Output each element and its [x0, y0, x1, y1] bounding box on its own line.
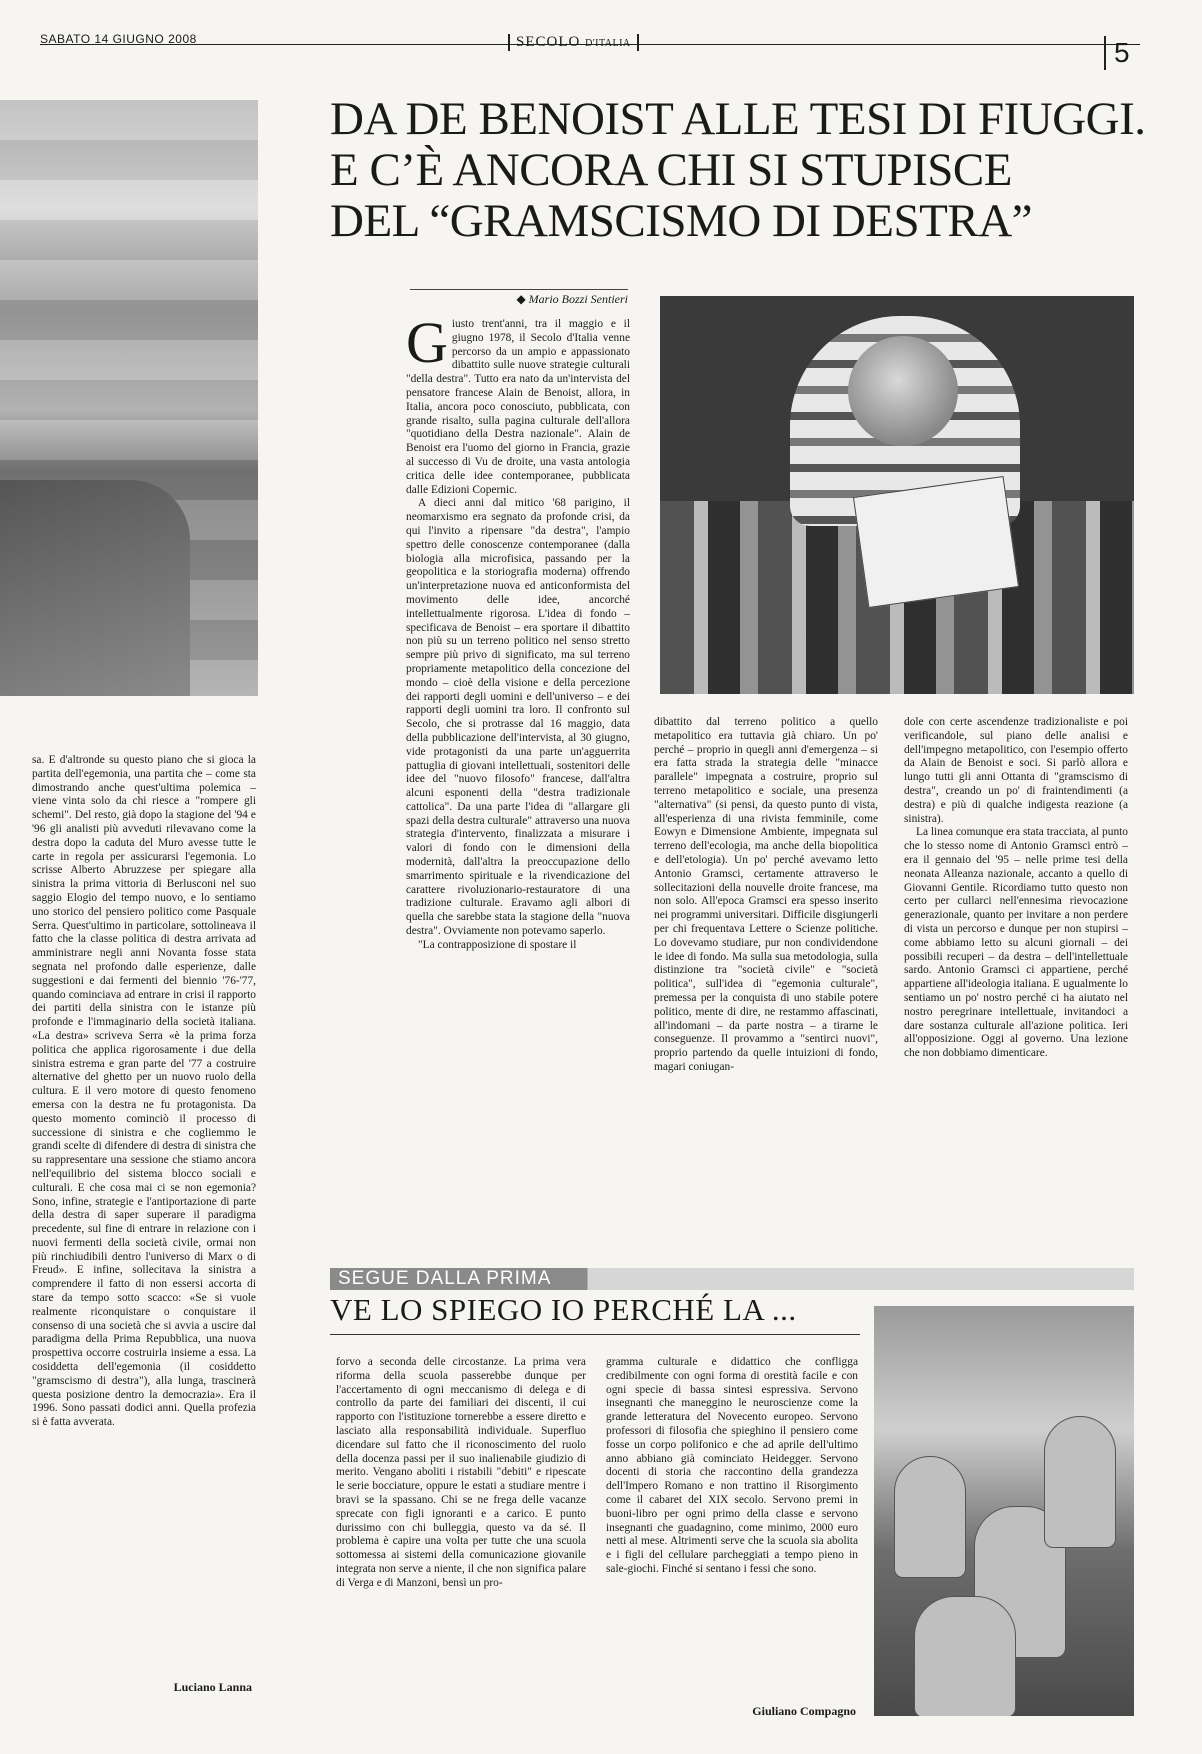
article-paragraph: dibattito dal terreno politico a quello metapolitico era tuttavia già chiaro. Un po' perché – proprio in quegli anni d'emergenza – si era fatta strada la strategia delle "minacce parallele" impegnata a costruire, proprio sul terreno metapolitico e sociale, una presenza "alternativa" (si pensi, da questo punto di vista, all'esperienza di una rivista femminile, come Eowyn e Dimensione Ambiente, impegnata sul terreno dell'ecologia, ma anche della biopolitica e dell'etologia). Un po' perché avevamo letto Antonio Gramsci, certamente attraverso le sollecitazioni della nouvelle droite francese, ma non solo. All'epoca Gramsci era spesso inserito nei programmi universitari. Difficile disgiungerli per chi frequentava Lettere o Scienze politiche. Lo dovevamo studiare, pur non condividendone le idee di fondo. Ma sulla sua metodologia, sulla distinzione tra "società civile" e "società politica", sull'idea di "egemonia culturale", premessa per la conquista di uno stabile potere politico, mente di dire, ne restammo affascinati, all'indomani – da parte nostra – a tirarne le conseguenze. Il provammo a "sentirci nuovi", proprio partendo da quelle intuizioni di fondo, magari coniugan- [654, 716, 878, 1073]
article-byline: ◆ Mario Bozzi Sentieri [410, 289, 628, 307]
article-paragraph: iusto trent'anni, tra il maggio e il giugno 1978, il Secolo d'Italia venne percorso da un ampio e appassionato dibattito sulle nuove strategie culturali "della destra". Tutto era nato da un'intervista del pensatore francese Alain de Benoist, allora, in Italia, ancora poco conosciuto, pubblicata, con grande risalto, sulla pagina culturale dell'allora "quotidiano della Destra nazionale". Alain de Benoist era l'uomo del giorno in Francia, grazie al successo di Vu de droite, una vasta antologia critica delle idee contemporanee, pubblicata dalle Edizioni Copernic. [406, 318, 630, 496]
article-column-1 [406, 318, 630, 1224]
article-paragraph: La linea comunque era stata tracciata, al punto che lo stesso nome di Antonio Gramsci entrò – era il gennaio del '95 – nelle prime tesi della neonata Alleanza nazionale, accanto a quello di Giovanni Gentile. Ricordiamo tutto questo non certo per cullarci nell'ennesima rievocazione generazionale, quanto per invitare a non perdere di vista un percorso e dunque per non stupirsi – come abbiamo letto su alcuni giornali – dei possibili recuperi – da destra – dell'intellettuale sardo. Antonio Gramsci ci appartiene, perché appartiene all'ideologia italiana. E ugualmente lo sentiamo un po' nostro perché ci ha aiutato nel nostro peregrinare intellettuale, invitandoci a dare sostanza culturale all'azione politica. Ieri all'opposizione. Oggi al governo. Una lezione che non dobbiamo dimenticare. [904, 826, 1128, 1060]
newspaper-name [508, 34, 639, 51]
left-photo [0, 100, 258, 696]
article-paragraph: dole con certe ascendenze tradizionaliste e poi verificandole, sul piano delle analisi e dell'impegno metapolitico, con l'esempio offerto da Alain de Benoist e soci. Si parlò allora e lungo tutti gli anni Ottanta di "gramscismo di destra", creando un po' di fraintendimenti (a destra) e più di qualche indigesta reazione (a sinistra). [904, 716, 1128, 825]
second-article-column-1 [336, 1356, 586, 1718]
photo-open-book [853, 476, 1019, 608]
newspaper-name-main: SECOLO [516, 34, 581, 50]
page-number: 5 [1104, 36, 1130, 70]
photo-person-head [848, 336, 958, 446]
article-column-3 [904, 716, 1128, 1208]
title-line: E C’È ANCORA CHI SI STUPISCE [330, 144, 1012, 196]
article-paragraph: A dieci anni dal mitico '68 parigino, il neomarxismo era segnato da profonde crisi, da qui l'invito a ripensare "da destra", l'ampio spettro delle conoscenze contemporanee (dalla biologia alla microfisica, passando per la geopolitica e la storiografia moderna) offrendo un'interpretazione nuova ed anticonformista del movimento delle idee, ancorché intellettualmente rigorosa. L'idea di fondo – specificava de Benoist – era sportare il dibattito non più su un terreno politico nel senso stretto sempre più privo di significato, ma sul terreno propriamente metapolitico della concezione del mondo – cioè della visione e della percezione dei rapporti degli uomini e dell'universo – e dei rapporti degli uomini tra loro. Il confronto sul Secolo, che si protrasse dal 16 maggio, data della pubblicazione dell'intervista, al 30 giugno, vide protagonisti da una parte un'agguerrita pattuglia di giovani intellettuali, sostenitori delle idee del "nuovo filosofo" francese, dall'altra alcuni esponenti della "destra tradizionale cattolica". Da una parte l'idea di "allargare gli spazi della destra culturale" attraverso una nuova strategia d'intervento, finalizzata a misurare i valori di fondo con le dimensioni della modernità, dall'altra la preoccupazione dello smarrimento spirituale e la rivendicazione del carattere rivoluzionario-restauratore di una tradizione culturale. Eravamo agli albori di quella che sarebbe stata la stagione della "nuova destra". Ovviamente non potevamo saperlo. [406, 497, 630, 938]
left-article-signature: Luciano Lanna [173, 1680, 252, 1694]
photo-child [1044, 1416, 1116, 1548]
article-paragraph: sa. E d'altronde su questo piano che si gioca la partita dell'egemonia, una partita che – come sta dimostrando anche quest'ultima polemica – viene vinta solo da chi riesce a "rompere gli schemi". Del resto, già dopo la stagione del '94 e '96 gli analisti più avveduti rilevavano come la destra dopo la caduta del Muro avesse tutte le carte in regola per assicurarsi l'egemonia. Lo scrisse Alberto Abruzzese per spiegare alla sinistra la prima vittoria di Berlusconi nel suo saggio Elogio del tempo nuovo, e lo sentiamo uno storico del pensiero politico come Pasquale Serra. Quest'ultimo in particolare, sottolineava il fatto che la classe politica di destra arrivata ad amministrare negli anni Novanta fosse stata segnata nel profondo dalle esperienze, dalle suggestioni e dai fermenti del biennio '76-'77, quando cominciava ad entrare in crisi il rapporto dei partiti della sinistra con le istanze più profonde e l'immaginario della società italiana. «La destra» scriveva Serra «è la prima forza politica che applica rigorosamente i due della sinistra estrema e gran parte del '77 a costruire alternative del ghetto per un nuovo ruolo della cultura. E il vero motore di questo fenomeno emersa con la destra ne fu protagonista. Da questo momento cominciò il processo di successione di sinistra e che cogliemmo le grandi scelte di difendere di destra di sinistra che su rappresentare una sessione che stiamo ancora nell'equilibrio del sistema blocco sociali e culturali. E che cosa mai ci se non egemonia? Sono, infine, strategie e l'antiportazione di parte della destra di saper superare il paradigma precedente, sul fine di entrare in relazione con i nuovi fermenti della società civile, ormai non più rinchiudibili dentro l'universo di Marx o di Freud». E infine, sollecitava la sinistra a comprendere il fatto di non essersi accorta di stare da tempo sotto scacco: «Se si vuole realmente riconquistare o conquistare il consenso di una società che si avvia a uscire dal paradigma della Prima Repubblica, una nuova prospettiva occorre costruirla insieme a essa. La cosiddetta dell'egemonia (il cosiddetto "gramscismo di destra"), alla lunga, trascinerà questa posizione dentro la democrazia». Era il 1996. Sono passati dodici anni. Quella profezia si è fatta avverata. [32, 754, 256, 1429]
left-article-column [32, 754, 256, 1672]
article-column-2 [654, 716, 878, 1208]
title-line: DA DE BENOIST ALLE TESI DI FIUGGI. [330, 93, 1146, 145]
issue-date: SABATO 14 GIUGNO 2008 [40, 32, 197, 46]
second-article-title: VE LO SPIEGO IO PERCHÉ LA ... [330, 1292, 797, 1327]
article-paragraph: gramma culturale e didattico che confligga credibilmente con ogni forma di orestità facile e con ogni specie di bassa sintesi espressiva. Servono insegnanti che maneggino le neuroscienze come la grande letteratura del Novecento europeo. Servono professori di filosofia che spieghino il pensiero come fosse un corpo polifonico e che ad aprile dell'ultimo anno abbiano già cominciato Heidegger. Servono docenti di storia che raccontino della grandezza dell'Impero Romano e non trattino il Risorgimento come il cabaret del XIX secolo. Servono premi in buoni-libro per ogni primo della classe e servono insegnanti che guadagnino, come minimo, 2000 euro netti al mese. Altrimenti serve che la scuola sia abolita e i figli del cellulare parcheggiati a tempo pieno in sale-giochi. Finché si sentano i fessi che sono. [606, 1356, 858, 1575]
article-title [330, 93, 1146, 247]
segue-label: SEGUE DALLA PRIMA [338, 1268, 552, 1289]
photo-child [914, 1596, 1016, 1716]
second-article-column-2 [606, 1356, 858, 1702]
title-line: DEL “GRAMSCISMO DI DESTRA” [330, 195, 1033, 247]
left-photo-figure [0, 480, 190, 696]
second-article-signature: Giuliano Compagno [752, 1704, 856, 1718]
photo-child [894, 1456, 966, 1578]
bookstall-photo [660, 296, 1134, 694]
title-rule [330, 1334, 860, 1335]
schoolchildren-photo [874, 1306, 1134, 1716]
article-paragraph: forvo a seconda delle circostanze. La prima vera riforma della scuola passerebbe dunque per l'accertamento di ogni meccanismo di delega e di controllo da parte dei familiari dei discenti, il cui rapporto con l'istituzione tornerebbe a essere diretto e lasciato alla responsabilità individuale. Superfluo dicendare sul fatto che il riconoscimento del ruolo della docenza passi per il suo inalienabile giudizio di merito. Vengano aboliti i ristabili "debiti" e ripescate le serie bocciature, oppure le estati a studiare mentre i bravi se la spassano. Chi se ne frega delle vacanze sprecate con figli ignoranti e a carico. E punto durissimo con chi bulleggia, questo va da sé. Il problema è capire una volta per tutte che una scuola sottomessa ai sistemi della comunicazione giovanile integrata non serve a niente, il che non significa palare di Verga e di Manzoni, bensì un pro- [336, 1356, 586, 1589]
newspaper-name-suffix: D'ITALIA [585, 38, 631, 49]
article-paragraph: "La contrapposizione di spostare il [418, 938, 577, 951]
drop-cap: G [406, 318, 448, 375]
